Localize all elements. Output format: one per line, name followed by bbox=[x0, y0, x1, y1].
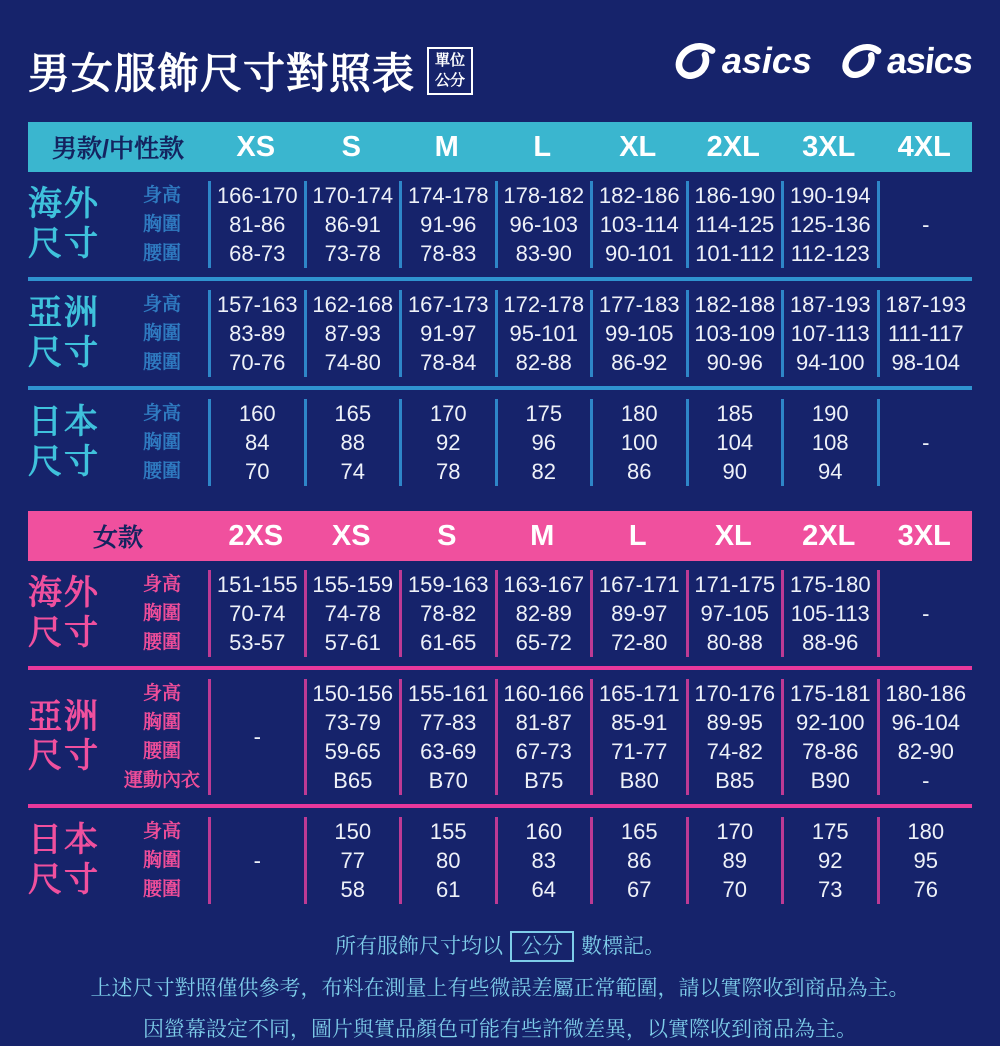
size-value: 83-89 bbox=[229, 321, 286, 346]
size-section bbox=[28, 281, 972, 386]
size-value: 157-163 bbox=[216, 292, 298, 317]
size-value: 170 bbox=[429, 401, 467, 426]
size-value: 83-90 bbox=[515, 241, 572, 266]
size-value: 89 bbox=[722, 848, 747, 873]
data-columns bbox=[208, 679, 972, 795]
size-column-header: S bbox=[341, 130, 361, 163]
size-section bbox=[28, 808, 972, 913]
size-value: 172-178 bbox=[503, 292, 585, 317]
data-columns bbox=[208, 570, 972, 657]
size-value: 87-93 bbox=[324, 321, 381, 346]
size-column bbox=[208, 290, 304, 377]
size-value: 92-100 bbox=[795, 710, 865, 735]
size-column-header: L bbox=[628, 519, 647, 552]
size-column bbox=[304, 817, 400, 904]
section-label-line: 尺寸 bbox=[28, 860, 100, 899]
size-column bbox=[304, 181, 400, 268]
size-value: 74 bbox=[340, 459, 365, 484]
footer-cm-box: 公分 bbox=[510, 931, 574, 962]
size-column-header: 3XL bbox=[802, 130, 856, 163]
size-column bbox=[495, 570, 591, 657]
size-value: 178-182 bbox=[503, 183, 585, 208]
size-value: 167-173 bbox=[407, 292, 489, 317]
size-value: 103-114 bbox=[599, 212, 679, 237]
size-value: 73 bbox=[818, 877, 843, 902]
size-column-empty: - bbox=[877, 570, 973, 657]
size-value: 86-92 bbox=[611, 350, 668, 375]
size-value: 180 bbox=[620, 401, 658, 426]
measure-label: 胸圍 bbox=[142, 712, 181, 733]
unit-box bbox=[427, 47, 473, 96]
size-value: 150 bbox=[334, 819, 372, 844]
size-column-empty: - bbox=[208, 817, 304, 904]
size-value: 73-78 bbox=[324, 241, 381, 266]
size-column-header: XL bbox=[619, 130, 657, 163]
size-value: 160 bbox=[238, 401, 276, 426]
section-label-line: 亞洲 bbox=[28, 294, 100, 333]
size-column-header: S bbox=[437, 519, 457, 552]
size-value: 67 bbox=[627, 877, 652, 902]
size-value: - bbox=[922, 768, 930, 793]
size-value: 59-65 bbox=[324, 739, 381, 764]
footer-unit-note bbox=[28, 931, 972, 963]
measure-label: 胸圍 bbox=[142, 432, 181, 453]
size-value: 73-79 bbox=[324, 710, 381, 735]
size-column bbox=[590, 399, 686, 486]
size-value: 155 bbox=[429, 819, 467, 844]
measure-labels bbox=[116, 679, 208, 795]
size-value: 160 bbox=[525, 819, 563, 844]
size-column-header: 2XL bbox=[802, 519, 856, 552]
size-column bbox=[877, 817, 973, 904]
size-column bbox=[399, 570, 495, 657]
size-value: B65 bbox=[333, 768, 373, 793]
size-value: 86-91 bbox=[324, 212, 381, 237]
size-value: 81-86 bbox=[229, 212, 286, 237]
size-value: 65-72 bbox=[515, 630, 572, 655]
size-value: 170-176 bbox=[694, 681, 776, 706]
section-label-line: 海外 bbox=[28, 185, 100, 224]
measure-label: 胸圍 bbox=[142, 214, 181, 235]
asics-swoosh-icon bbox=[675, 43, 717, 79]
asics-logo-text: asics bbox=[884, 40, 975, 81]
measure-labels bbox=[116, 399, 208, 486]
size-column-header: L bbox=[533, 130, 552, 163]
footer-disclaimer-2: 因螢幕設定不同，圖片與實品顏色可能有些許微差異，以實際收到商品為主。 bbox=[143, 1018, 857, 1041]
data-columns bbox=[208, 399, 972, 486]
size-value: 159-163 bbox=[407, 572, 489, 597]
size-column-empty: - bbox=[877, 181, 973, 268]
size-column bbox=[781, 399, 877, 486]
size-value: 96-104 bbox=[891, 710, 960, 735]
size-column bbox=[781, 817, 877, 904]
size-column bbox=[495, 181, 591, 268]
measure-label: 胸圍 bbox=[142, 850, 181, 871]
section-label bbox=[28, 290, 116, 377]
size-column-header: M bbox=[434, 130, 459, 163]
size-column-header: 3XL bbox=[897, 519, 951, 552]
size-value: 74-78 bbox=[324, 601, 381, 626]
size-value: 155-161 bbox=[407, 681, 489, 706]
measure-label: 身高 bbox=[142, 403, 181, 424]
measure-labels bbox=[116, 181, 208, 268]
women-size-table bbox=[28, 511, 972, 913]
size-value: 177-183 bbox=[598, 292, 680, 317]
size-value: 94-100 bbox=[795, 350, 865, 375]
size-value: 70-76 bbox=[229, 350, 286, 375]
size-value: 150-156 bbox=[312, 681, 394, 706]
data-columns bbox=[208, 290, 972, 377]
size-column-header: XS bbox=[331, 519, 371, 552]
size-column bbox=[781, 570, 877, 657]
size-value: B85 bbox=[715, 768, 755, 793]
gender-label: 女款 bbox=[92, 524, 143, 552]
size-column bbox=[686, 290, 782, 377]
size-value: 112-123 bbox=[790, 241, 870, 266]
size-value: B75 bbox=[524, 768, 564, 793]
size-value: 78-83 bbox=[420, 241, 477, 266]
size-value: 107-113 bbox=[790, 321, 870, 346]
section-label bbox=[28, 570, 116, 657]
size-column bbox=[304, 679, 400, 795]
size-value: 70 bbox=[245, 459, 270, 484]
size-section bbox=[28, 390, 972, 495]
size-value: 90-96 bbox=[706, 350, 763, 375]
size-value: 175 bbox=[811, 819, 849, 844]
size-column bbox=[495, 290, 591, 377]
section-label-line: 尺寸 bbox=[28, 333, 100, 372]
measure-label: 身高 bbox=[142, 294, 181, 315]
size-value: 70-74 bbox=[229, 601, 286, 626]
size-value: 163-167 bbox=[503, 572, 585, 597]
measure-label: 腰圍 bbox=[142, 461, 181, 482]
size-value: 104 bbox=[716, 430, 754, 455]
size-value: 61-65 bbox=[420, 630, 477, 655]
size-value: 90-101 bbox=[604, 241, 674, 266]
size-value: B90 bbox=[810, 768, 850, 793]
size-value: 57-61 bbox=[324, 630, 381, 655]
size-column bbox=[877, 290, 973, 377]
footer-disclaimer-1: 上述尺寸對照僅供參考，布料在測量上有些微誤差屬正常範圍，請以實際收到商品為主。 bbox=[90, 976, 910, 1000]
size-value: 89-97 bbox=[611, 601, 668, 626]
size-value: 185 bbox=[716, 401, 754, 426]
size-column bbox=[304, 290, 400, 377]
size-value: 180-186 bbox=[885, 681, 967, 706]
size-value: 82-90 bbox=[897, 739, 954, 764]
size-value: 53-57 bbox=[229, 630, 286, 655]
size-value: 186-190 bbox=[694, 183, 776, 208]
measure-label: 身高 bbox=[142, 574, 181, 595]
size-value: 111-117 bbox=[887, 321, 964, 346]
size-value: 105-113 bbox=[790, 601, 870, 626]
measure-label: 身高 bbox=[142, 821, 181, 842]
size-column bbox=[399, 290, 495, 377]
size-value: 91-97 bbox=[420, 321, 477, 346]
size-value: 82 bbox=[531, 459, 556, 484]
size-value: 82-89 bbox=[515, 601, 572, 626]
size-column bbox=[399, 399, 495, 486]
size-value: 100 bbox=[620, 430, 658, 455]
section-label-line: 海外 bbox=[28, 574, 100, 613]
size-column bbox=[495, 679, 591, 795]
asics-sportstyle-logo bbox=[840, 40, 975, 82]
size-column bbox=[399, 817, 495, 904]
size-value: 74-80 bbox=[324, 350, 381, 375]
size-value: 78-86 bbox=[802, 739, 859, 764]
size-column bbox=[781, 679, 877, 795]
section-label-line: 尺寸 bbox=[28, 737, 100, 775]
asics-swoosh-icon bbox=[840, 44, 884, 78]
data-columns bbox=[208, 181, 972, 268]
measure-label: 身高 bbox=[142, 185, 181, 206]
size-value: 61 bbox=[436, 877, 461, 902]
size-value: 108 bbox=[811, 430, 849, 455]
size-value: 95-101 bbox=[509, 321, 578, 346]
section-label bbox=[28, 181, 116, 268]
size-value: 96-103 bbox=[509, 212, 578, 237]
size-column bbox=[590, 290, 686, 377]
measure-label: 身高 bbox=[142, 683, 181, 704]
asics-logo bbox=[675, 40, 812, 82]
size-column bbox=[304, 399, 400, 486]
size-value: 77 bbox=[340, 848, 365, 873]
size-value: 96 bbox=[531, 430, 556, 455]
size-column bbox=[877, 679, 973, 795]
section-label bbox=[28, 817, 116, 904]
size-value: 84 bbox=[245, 430, 270, 455]
size-column-header: XL bbox=[714, 519, 752, 552]
unit-box-line2: 公分 bbox=[435, 72, 466, 89]
table-header-band bbox=[28, 122, 972, 172]
size-value: 99-105 bbox=[604, 321, 674, 346]
size-value: 78 bbox=[436, 459, 461, 484]
size-column bbox=[399, 181, 495, 268]
measure-labels bbox=[116, 817, 208, 904]
size-value: 165 bbox=[620, 819, 658, 844]
size-value: 174-178 bbox=[407, 183, 489, 208]
size-column bbox=[590, 570, 686, 657]
measure-label: 腰圍 bbox=[142, 879, 181, 900]
table-header-band bbox=[28, 511, 972, 561]
measure-labels bbox=[116, 570, 208, 657]
size-column-header: M bbox=[530, 519, 555, 552]
size-value: 63-69 bbox=[420, 739, 477, 764]
size-column bbox=[686, 181, 782, 268]
section-label-line: 尺寸 bbox=[28, 224, 100, 263]
size-value: B80 bbox=[619, 768, 659, 793]
size-value: 78-82 bbox=[420, 601, 477, 626]
size-value: 83 bbox=[531, 848, 556, 873]
size-value: 92 bbox=[436, 430, 461, 455]
size-value: 76 bbox=[913, 877, 938, 902]
size-value: 85-91 bbox=[611, 710, 668, 735]
size-column bbox=[686, 399, 782, 486]
size-section bbox=[28, 172, 972, 277]
size-value: 64 bbox=[531, 877, 556, 902]
size-value: 170-174 bbox=[312, 183, 394, 208]
measure-label: 運動內衣 bbox=[123, 770, 200, 791]
size-column bbox=[495, 399, 591, 486]
gender-label: 男款/中性款 bbox=[52, 135, 184, 163]
size-value: B70 bbox=[428, 768, 468, 793]
asics-logos bbox=[675, 40, 975, 82]
footer-unit-note-post: 數標記。 bbox=[581, 935, 665, 958]
measure-label: 胸圍 bbox=[142, 603, 181, 624]
size-column-header: XS bbox=[236, 130, 276, 163]
size-column bbox=[495, 817, 591, 904]
size-value: 95 bbox=[913, 848, 938, 873]
measure-label: 腰圍 bbox=[142, 243, 181, 264]
data-columns bbox=[208, 817, 972, 904]
size-value: 170 bbox=[716, 819, 754, 844]
size-value: 162-168 bbox=[312, 292, 394, 317]
size-value: 78-84 bbox=[420, 350, 477, 375]
measure-label: 腰圍 bbox=[142, 352, 181, 373]
section-label-line: 日本 bbox=[28, 403, 100, 442]
size-value: 77-83 bbox=[420, 710, 477, 735]
size-value: 67-73 bbox=[515, 739, 572, 764]
size-value: 89-95 bbox=[706, 710, 763, 735]
size-value: 125-136 bbox=[789, 212, 871, 237]
size-value: 182-188 bbox=[694, 292, 776, 317]
size-value: 160-166 bbox=[503, 681, 585, 706]
measure-label: 腰圍 bbox=[142, 632, 181, 653]
page-title: 男女服飾尺寸對照表 bbox=[28, 50, 416, 97]
size-value: 72-80 bbox=[611, 630, 668, 655]
size-value: 103-109 bbox=[694, 321, 776, 346]
size-value: 187-193 bbox=[885, 292, 967, 317]
size-value: 180 bbox=[907, 819, 945, 844]
size-section bbox=[28, 561, 972, 666]
section-label-line: 亞洲 bbox=[28, 697, 100, 736]
size-value: 86 bbox=[627, 459, 652, 484]
page-header bbox=[28, 0, 975, 106]
size-column-empty: - bbox=[877, 399, 973, 486]
size-value: 165-171 bbox=[598, 681, 680, 706]
size-column bbox=[208, 570, 304, 657]
size-value: 71-77 bbox=[611, 739, 668, 764]
size-value: 175-180 bbox=[789, 572, 871, 597]
footer-notes bbox=[28, 931, 972, 1046]
size-value: 68-73 bbox=[229, 241, 286, 266]
size-value: 92 bbox=[818, 848, 843, 873]
size-column bbox=[781, 290, 877, 377]
size-column bbox=[781, 181, 877, 268]
size-value: 98-104 bbox=[891, 350, 960, 375]
size-value: 187-193 bbox=[789, 292, 871, 317]
section-label-line: 尺寸 bbox=[28, 442, 100, 481]
size-value: 171-175 bbox=[694, 572, 776, 597]
size-column-header: 2XL bbox=[706, 130, 760, 163]
size-value: 165 bbox=[334, 401, 372, 426]
size-column bbox=[208, 399, 304, 486]
size-value: 190 bbox=[811, 401, 849, 426]
measure-labels bbox=[116, 290, 208, 377]
size-value: 182-186 bbox=[598, 183, 680, 208]
size-value: 74-82 bbox=[706, 739, 763, 764]
size-value: 90 bbox=[722, 459, 747, 484]
size-value: 58 bbox=[340, 877, 365, 902]
size-column bbox=[304, 570, 400, 657]
size-column bbox=[590, 679, 686, 795]
size-column bbox=[208, 181, 304, 268]
section-label bbox=[28, 399, 116, 486]
size-value: 80-88 bbox=[706, 630, 763, 655]
size-column bbox=[590, 817, 686, 904]
size-headers bbox=[208, 520, 972, 553]
size-value: 80 bbox=[436, 848, 461, 873]
size-value: 86 bbox=[627, 848, 652, 873]
size-value: 175-181 bbox=[789, 681, 871, 706]
size-value: 155-159 bbox=[312, 572, 394, 597]
size-value: 88 bbox=[340, 430, 365, 455]
section-label-line: 日本 bbox=[28, 821, 100, 860]
size-value: 70 bbox=[722, 877, 747, 902]
size-column bbox=[686, 679, 782, 795]
size-section bbox=[28, 670, 972, 804]
size-column-header: 2XS bbox=[228, 519, 284, 552]
footer-unit-note-pre: 所有服飾尺寸均以 bbox=[335, 935, 503, 958]
size-value: 166-170 bbox=[216, 183, 298, 208]
size-value: 97-105 bbox=[700, 601, 769, 626]
size-value: 151-155 bbox=[216, 572, 298, 597]
unit-box-line1: 單位 bbox=[435, 51, 466, 69]
size-column bbox=[399, 679, 495, 795]
size-value: 91-96 bbox=[420, 212, 477, 237]
size-value: 114-125 bbox=[695, 212, 775, 237]
size-value: 175 bbox=[525, 401, 563, 426]
size-column-empty: - bbox=[208, 679, 304, 795]
size-value: 81-87 bbox=[515, 710, 572, 735]
section-label-line: 尺寸 bbox=[28, 613, 100, 652]
size-value: 190-194 bbox=[789, 183, 871, 208]
measure-label: 腰圍 bbox=[142, 741, 181, 762]
asics-logo-text: asics bbox=[721, 40, 812, 81]
size-column bbox=[590, 181, 686, 268]
size-value: 88-96 bbox=[802, 630, 859, 655]
measure-label: 胸圍 bbox=[142, 323, 181, 344]
size-headers bbox=[208, 131, 972, 164]
size-value: 94 bbox=[818, 459, 843, 484]
size-value: 82-88 bbox=[515, 350, 572, 375]
men-size-table bbox=[28, 122, 972, 495]
size-column-header: 4XL bbox=[897, 130, 951, 163]
size-value: 101-112 bbox=[695, 241, 775, 266]
size-value: 167-171 bbox=[598, 572, 680, 597]
size-column bbox=[686, 817, 782, 904]
size-column bbox=[686, 570, 782, 657]
section-label bbox=[28, 679, 116, 795]
